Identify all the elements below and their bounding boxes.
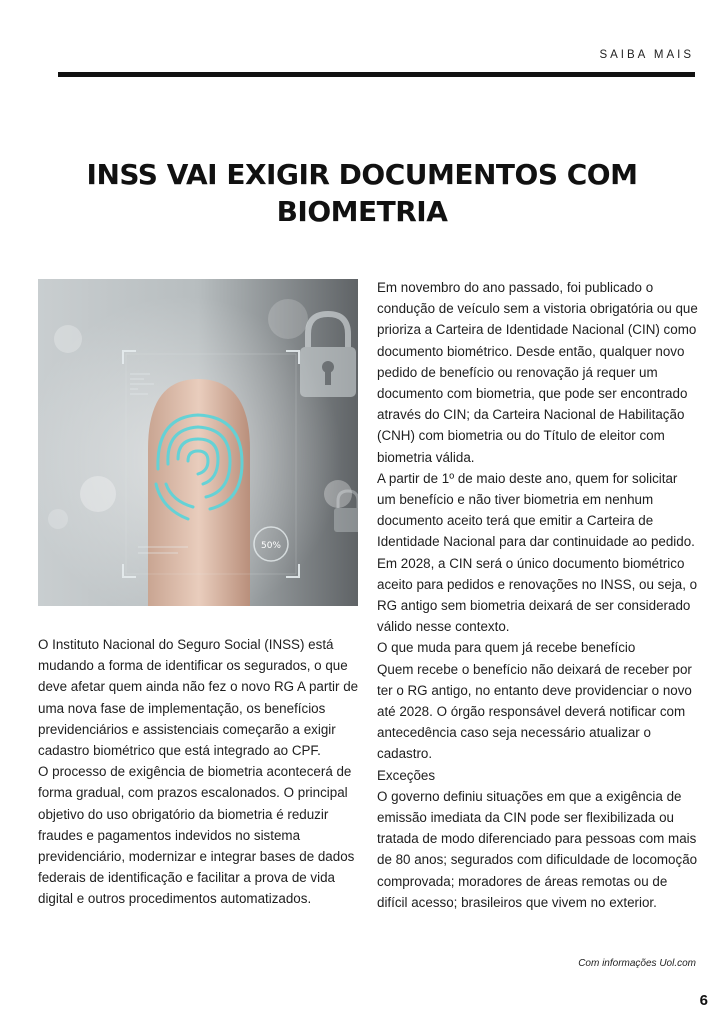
paragraph: A partir de 1º de maio deste ano, quem for solicitar um benefício e não tiver biometria em nenhum documento aceito terá que emitir a Carteira de Identidade Nacional para dar continuidade ao pedido. — [377, 470, 695, 550]
article-left-column — [38, 634, 360, 910]
subheading: O que muda para quem já recebe benefício — [377, 640, 636, 656]
paragraph: O Instituto Nacional do Seguro Social (INSS) está mudando a forma de identificar os segurados, o que deve afetar quem ainda não fez o novo RG A partir de uma nova fase de implementação, os benefícios previdenciários e assistenciais começarão a exigir cadastro biométrico que está integrado ao CPF. — [38, 637, 359, 759]
subheading: Exceções — [377, 767, 436, 783]
article-title: INSS VAI EXIGIR DOCUMENTOS COM BIOMETRIA — [86, 158, 638, 228]
header-rule — [58, 72, 695, 77]
article-right-column — [377, 277, 699, 913]
paragraph: Em 2028, a CIN será o único documento biométrico aceito para pedidos e renovações no INSS, ou seja, o RG antigo sem biometria deixará de ser considerado válido nesse contexto. — [377, 555, 698, 635]
page-number: 6 — [699, 992, 708, 1009]
article-image — [38, 279, 358, 606]
source-credit: Com informações Uol.com — [578, 958, 696, 969]
paragraph: Quem recebe o benefício não deixará de receber por ter o RG antigo, no entanto deve providenciar o novo até 2028. O órgão responsável deverá notificar com antecedência caso seja necessário atualizar o cadastro. — [377, 661, 692, 762]
paragraph: O processo de exigência de biometria acontecerá de forma gradual, com prazos escalonados. O principal objetivo do uso obrigatório da biometria é reduzir fraudes e pagamentos indevidos no sistema previdenciário, modernizar e integrar bases de dados federais de identificação e facilitar a prova de vida digital e outros procedimentos automatizados. — [38, 764, 355, 907]
paragraph: Em novembro do ano passado, foi publicado o condução de veículo sem a vistoria obrigatória ou que prioriza a Carteira de Identidade Nacional (CIN) como documento biométrico. Desde então, qualquer novo pedido de benefício ou renovação já requer um documento com biometria, que pode ser encontrado através do CIN; da Carteira Nacional de Habilitação (CNH) com biometria ou do Título de eleitor com biometria válida. — [377, 280, 698, 465]
paragraph: O governo definiu situações em que a exigência de emissão imediata da CIN pode ser flexibilizada ou tratada de modo diferenciado para pessoas com mais de 80 anos; segurados com dificuldade de locomoção comprovada; moradores de áreas remotas ou de difícil acesso; brasileiros que vivem no exterior. — [377, 788, 698, 910]
section-label: SAIBA MAIS — [599, 49, 694, 61]
scan-percent: 50% — [260, 541, 282, 551]
